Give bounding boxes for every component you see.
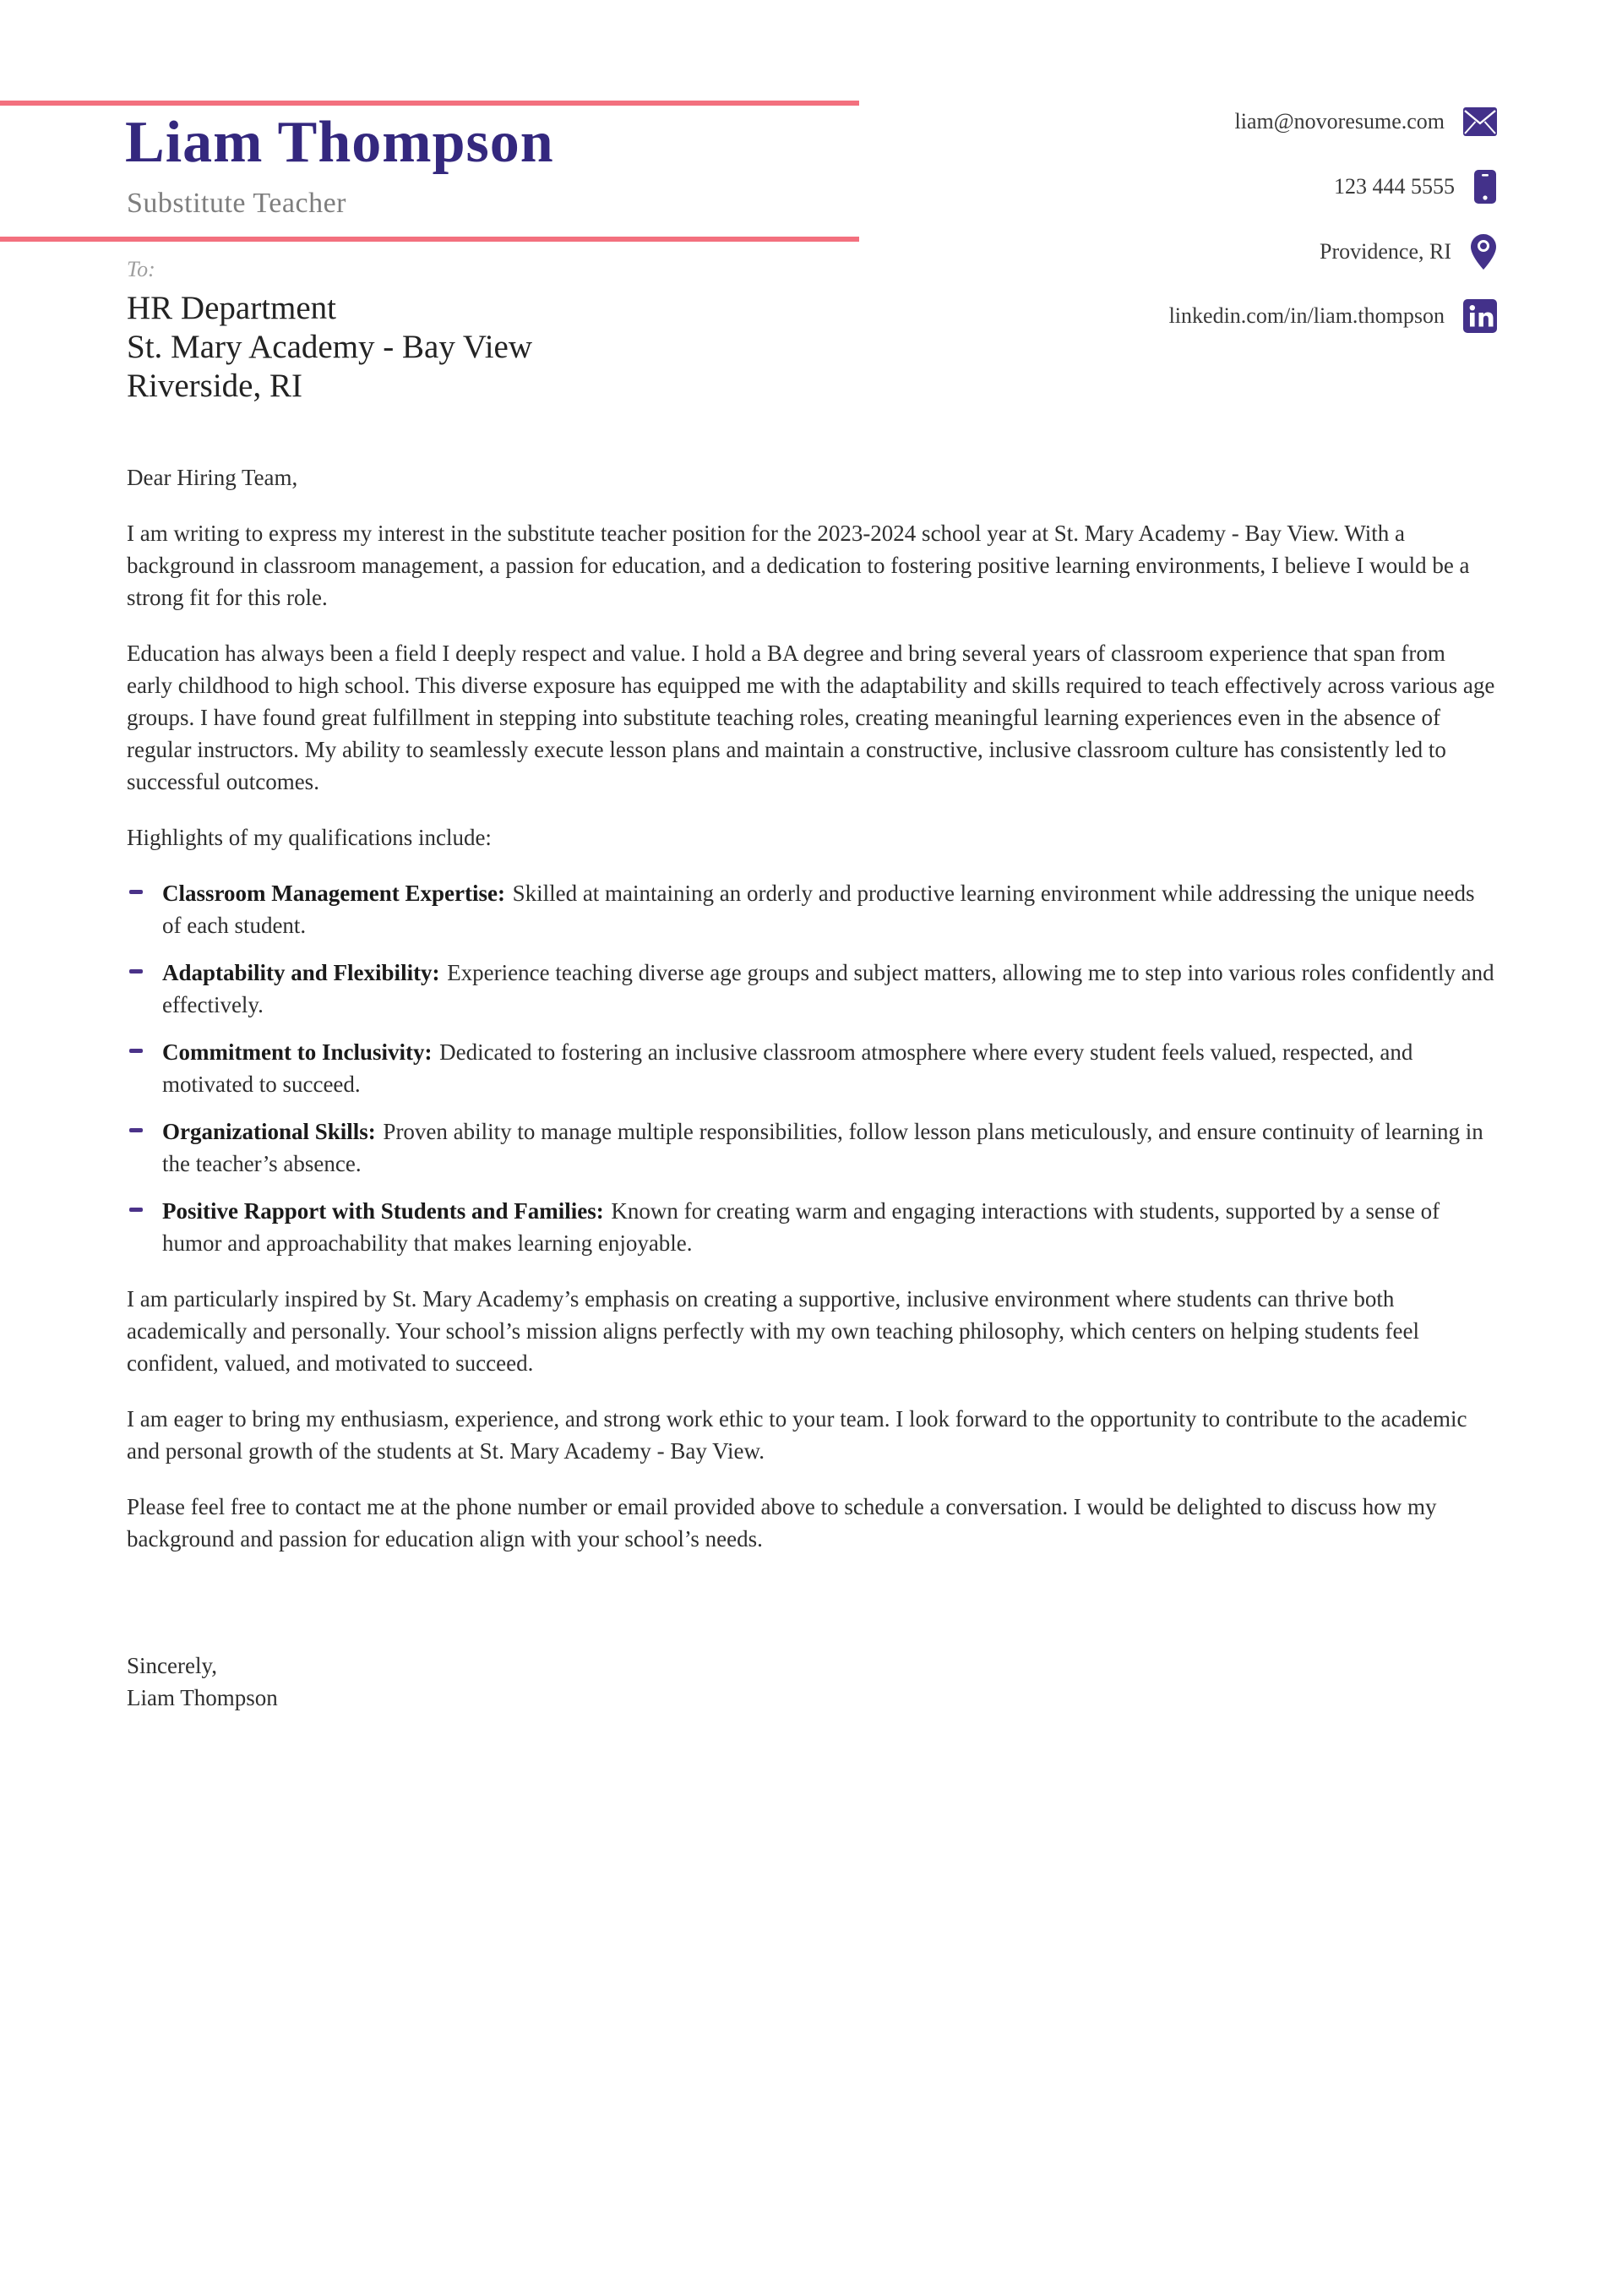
highlight-title: Adaptability and Flexibility: <box>162 960 440 985</box>
contact-location-row <box>1320 233 1497 270</box>
salutation: Dear Hiring Team, <box>127 465 298 490</box>
contact-linkedin-row <box>1169 297 1497 335</box>
highlight-item <box>127 877 1495 941</box>
letter-paragraph-intro: I am writing to express my interest in the substitute teacher position for the 2023-2024 school year at St. Mary Academy - Bay View. With a background in classroom management, a passion for education, and a dedication to fostering positive learning environments, I believe I would be a strong fit for this role. <box>127 521 1470 610</box>
highlight-text: Dedicated to fostering an inclusive classroom atmosphere where every student feels valued, respected, and motivated to succeed. <box>162 1039 1413 1097</box>
letter-body <box>127 461 1495 1714</box>
location-text: Providence, RI <box>1320 239 1451 264</box>
letter-paragraph-inspired: I am particularly inspired by St. Mary Academy’s emphasis on creating a supportive, inclusive environment where students can thrive both academically and personally. Your school’s mission aligns perfectly with my own teaching philosophy, which centers on helping students feel confident, valued, and motivated to succeed. <box>127 1286 1419 1376</box>
highlights-intro: Highlights of my qualifications include: <box>127 825 492 850</box>
header-top-rule <box>0 101 859 106</box>
recipient-line-city: Riverside, RI <box>127 368 302 404</box>
highlight-title: Organizational Skills: <box>162 1119 376 1144</box>
location-pin-icon <box>1470 233 1497 270</box>
recipient-block <box>127 289 532 406</box>
highlight-text: Skilled at maintaining an orderly and productive learning environment while addressing the unique needs of each student. <box>162 881 1475 938</box>
linkedin-link[interactable]: linkedin.com/in/liam.thompson <box>1168 303 1445 328</box>
highlight-item <box>127 1036 1495 1100</box>
candidate-job-title: Substitute Teacher <box>127 188 346 219</box>
highlight-title: Positive Rapport with Students and Families: <box>162 1198 604 1224</box>
linkedin-icon <box>1463 299 1497 333</box>
letter-paragraph-contact: Please feel free to contact me at the phone number or email provided above to schedule a conversation. I would be delighted to discuss how my background and passion for education align with your school’s needs. <box>127 1494 1437 1552</box>
letter-paragraph-eager: I am eager to bring my enthusiasm, experience, and strong work ethic to your team. I look forward to the opportunity to contribute to the academic and personal growth of the students at St. Mary Academy - Bay View. <box>127 1406 1467 1464</box>
envelope-icon <box>1463 107 1497 136</box>
recipient-line-school: St. Mary Academy - Bay View <box>127 329 533 365</box>
phone-icon <box>1473 169 1497 205</box>
signoff: Sincerely, <box>127 1653 217 1678</box>
signoff-block <box>127 1650 1495 1714</box>
highlight-title: Classroom Management Expertise: <box>162 881 505 906</box>
highlight-item <box>127 1115 1495 1180</box>
highlight-item <box>127 1195 1495 1259</box>
phone-number: 123 444 5555 <box>1334 174 1455 199</box>
highlight-item <box>127 957 1495 1021</box>
highlight-text: Experience teaching diverse age groups and subject matters, allowing me to step into various roles confidently and effectively. <box>162 960 1494 1017</box>
email-link[interactable]: liam@novoresume.com <box>1234 109 1445 134</box>
candidate-name: Liam Thompson <box>125 110 554 175</box>
letter-paragraph-background: Education has always been a field I deeply respect and value. I hold a BA degree and bring several years of classroom experience that span from early childhood to high school. This diverse exposure has equipped me with the adaptability and skills required to teach effectively across various age groups. I have found great fulfillment in stepping into substitute teaching roles, creating meaningful learning experiences even in the absence of regular instructors. My ability to seamlessly execute lesson plans and maintain a constructive, inclusive classroom culture has consistently led to successful outcomes. <box>127 641 1495 794</box>
contact-phone-row <box>1334 168 1497 205</box>
recipient-label: To: <box>127 257 155 281</box>
highlight-title: Commitment to Inclusivity: <box>162 1039 433 1065</box>
highlights-list <box>127 877 1495 1259</box>
recipient-line-department: HR Department <box>127 290 337 326</box>
header-bottom-rule <box>0 237 859 242</box>
signature-name: Liam Thompson <box>127 1685 278 1710</box>
contact-email-row <box>1235 103 1498 140</box>
highlight-text: Proven ability to manage multiple responsibilities, follow lesson plans meticulously, and ensure continuity of learning in the teacher’s absence. <box>162 1119 1483 1176</box>
highlight-text: Known for creating warm and engaging interactions with students, supported by a sense of humor and approachability that makes learning enjoyable. <box>162 1198 1440 1256</box>
